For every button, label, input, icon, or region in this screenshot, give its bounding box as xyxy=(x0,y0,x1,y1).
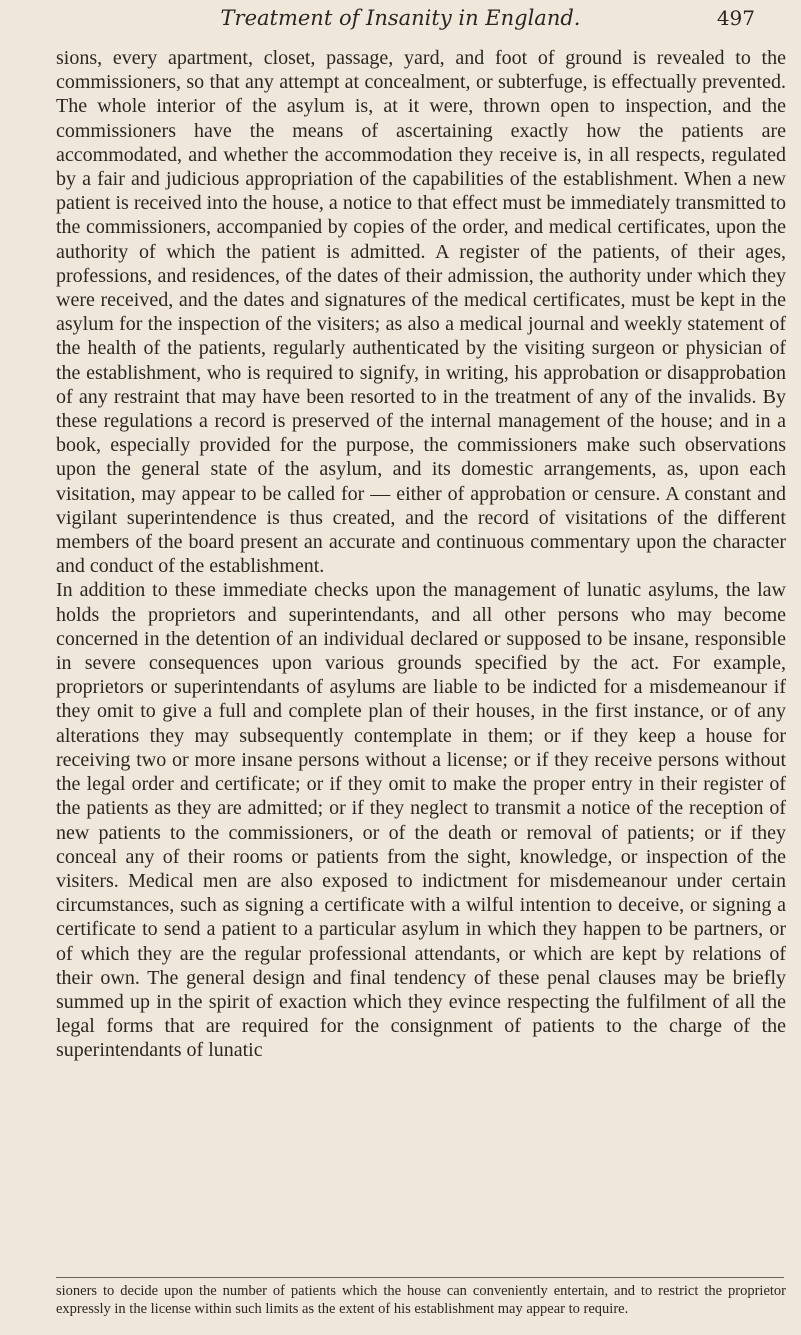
footnote: sioners to decide upon the number of patients which the house can conveniently entertain, and to restrict the proprietor expressly in the license within such limits as the extent of his establishment may appear to require. xyxy=(56,1283,786,1317)
paragraph-2: In addition to these immediate checks upon the management of lunatic asylums, the law holds the proprietors and superintendants, and all other persons who may become concerned in the detention of an individual declared or supposed to be insane, responsible in severe consequences upon various grounds specified by the act. For example, proprietors or superintendants of asylums are liable to be indicted for a misdemeanour if they omit to give a full and complete plan of their houses, in the first instance, or of any alterations they may subsequently contemplate in them; or if they keep a house for receiving two or more insane persons without a license; or if they receive persons without the legal order and certificate; or if they omit to make the proper entry in their register of the patients as they are admitted; or if they neglect to transmit a notice of the reception of new patients to the commissioners, or of the death or removal of patients; or if they conceal any of their rooms or patients from the sight, knowledge, or inspection of the visiters. Medical men are also exposed to indictment for misdemeanour under certain circumstances, such as signing a certificate with a wilful intention to deceive, or signing a certificate to send a patient to a particular asylum in which they happen to be partners, or of which they are the regular professional attendants, or which are kept by relations of their own. The general design and final tendency of these penal clauses may be briefly summed up in the spirit of exaction which they evince respecting the fulfilment of all the legal forms that are required for the consignment of patients to the charge of the superintendants of lunatic xyxy=(56,579,786,1062)
body-text xyxy=(56,46,786,1063)
page-number: 497 xyxy=(716,6,755,30)
running-title: Treatment of Insanity in England. xyxy=(220,6,581,30)
footnote-divider xyxy=(56,1277,784,1278)
paragraph-1: sions, every apartment, closet, passage, yard, and foot of ground is revealed to the commissioners, so that any attempt at concealment, or subterfuge, is effectually prevented. The whole interior of the asylum is, at it were, thrown open to inspection, and the commissioners have the means of ascertaining exactly how the patients are accommodated, and whether the accommodation they receive is, in all respects, regulated by a fair and judicious appropriation of the capabilities of the establishment. When a new patient is received into the house, a notice to that effect must be immediately transmitted to the commissioners, accompanied by copies of the order, and medical certificates, upon the authority of which the patient is admitted. A register of the patients, of their ages, professions, and residences, of the dates of their admission, the authority under which they were received, and the dates and signatures of the medical certificates, must be kept in the asylum for the inspection of the visiters; as also a medical journal and weekly statement of the health of the patients, regularly authenticated by the visiting surgeon or physician of the establishment, who is required to signify, in writing, his approbation or disapprobation of any restraint that may have been resorted to in the treatment of any of the invalids. By these regulations a record is preserved of the internal management of the house; and in a book, especially provided for the purpose, the commissioners make such observations upon the general state of the asylum, and its domestic arrangements, as, upon each visitation, may appear to be called for — either of approbation or censure. A constant and vigilant superintendence is thus created, and the record of visitations of the different members of the board present an accurate and continuous commentary upon the character and conduct of the establishment. xyxy=(56,47,786,578)
page-header xyxy=(0,6,801,40)
